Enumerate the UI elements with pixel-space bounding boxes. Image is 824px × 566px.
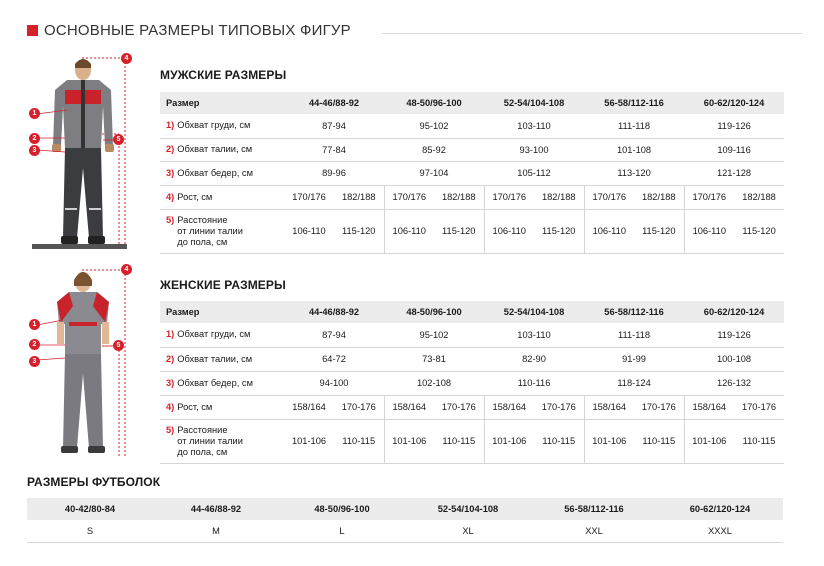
table-cell: 158/164: [284, 395, 334, 419]
table-cell: 158/164: [584, 395, 634, 419]
table-row: [160, 347, 784, 371]
row-number: 5): [166, 424, 175, 435]
table-cell: 110-115: [534, 419, 584, 463]
table-cell: 101-106: [384, 419, 434, 463]
table-cell: 110-115: [434, 419, 484, 463]
row-label: [160, 209, 284, 253]
women-figure-illustration: [27, 262, 142, 467]
table-row: [160, 161, 784, 185]
row-number: 2): [166, 353, 175, 364]
table-cell: 111-118: [584, 114, 684, 138]
table-cell: 170-176: [434, 395, 484, 419]
row-number: 4): [166, 191, 175, 202]
table-row: [27, 520, 783, 542]
table-cell: 115-120: [734, 209, 784, 253]
table-cell: 101-106: [284, 419, 334, 463]
row-number: 5): [166, 214, 175, 225]
row-label: [160, 138, 284, 161]
table-cell: 182/188: [634, 185, 684, 209]
table-cell: 106-110: [484, 209, 534, 253]
table-cell: 103-110: [484, 114, 584, 138]
table-cell: 113-120: [584, 161, 684, 185]
table-cell: 95-102: [384, 323, 484, 347]
row-label-text: Обхват талии, см: [177, 353, 253, 364]
header-size: 48-50/96-100: [384, 92, 484, 114]
row-label-text: до пола, см: [177, 446, 228, 457]
header-size: 60-62/120-124: [684, 92, 784, 114]
women-marker-4: 4: [121, 264, 132, 275]
header-size-label: Размер: [160, 301, 284, 323]
table-cell: 170/176: [484, 185, 534, 209]
table-cell: 118-124: [584, 371, 684, 395]
women-section-title: ЖЕНСКИЕ РАЗМЕРЫ: [160, 278, 286, 292]
table-cell: XXXL: [657, 520, 783, 542]
table-cell: 89-96: [284, 161, 384, 185]
header-size: 60-62/120-124: [657, 498, 783, 520]
table-cell: 158/164: [684, 395, 734, 419]
header-size: 60-62/120-124: [684, 301, 784, 323]
header-size: 44-46/88-92: [153, 498, 279, 520]
table-cell: 170-176: [334, 395, 384, 419]
row-label-text: до пола, см: [177, 236, 228, 247]
men-marker-2: 2: [29, 133, 40, 144]
row-number: 3): [166, 167, 175, 178]
table-cell: 182/188: [434, 185, 484, 209]
table-row: [160, 114, 784, 138]
table-cell: 82-90: [484, 347, 584, 371]
header-size: 56-58/112-116: [584, 301, 684, 323]
table-cell: 101-106: [484, 419, 534, 463]
table-header-row: [27, 498, 783, 520]
row-label-text: Обхват груди, см: [177, 120, 251, 131]
table-cell: 77-84: [284, 138, 384, 161]
table-cell: 158/164: [384, 395, 434, 419]
table-header-row: [160, 92, 784, 114]
table-cell: 85-92: [384, 138, 484, 161]
table-cell: 101-106: [684, 419, 734, 463]
table-cell: 94-100: [284, 371, 384, 395]
table-row: [160, 209, 784, 253]
table-cell: 170/176: [384, 185, 434, 209]
table-cell: 110-116: [484, 371, 584, 395]
row-label-text: Обхват бедер, см: [177, 377, 253, 388]
women-marker-5: 5: [113, 340, 124, 351]
table-cell: 182/188: [734, 185, 784, 209]
table-cell: 91-99: [584, 347, 684, 371]
row-label: [160, 161, 284, 185]
page-title: ОСНОВНЫЕ РАЗМЕРЫ ТИПОВЫХ ФИГУР: [44, 22, 351, 39]
women-marker-1: 1: [29, 319, 40, 330]
row-label-text: Обхват талии, см: [177, 144, 253, 154]
table-cell: 170/176: [584, 185, 634, 209]
table-cell: 115-120: [334, 209, 384, 253]
table-cell: 170-176: [634, 395, 684, 419]
table-cell: 182/188: [534, 185, 584, 209]
row-number: 1): [166, 120, 175, 131]
header-size: 48-50/96-100: [384, 301, 484, 323]
table-cell: 170/176: [284, 185, 334, 209]
table-cell: 87-94: [284, 323, 384, 347]
header-size: 40-42/80-84: [27, 498, 153, 520]
table-cell: 100-108: [684, 347, 784, 371]
women-size-table: [160, 301, 784, 464]
table-cell: 158/164: [484, 395, 534, 419]
table-cell: 111-118: [584, 323, 684, 347]
table-cell: 115-120: [434, 209, 484, 253]
table-cell: 97-104: [384, 161, 484, 185]
tshirt-section-title: РАЗМЕРЫ ФУТБОЛОК: [27, 475, 161, 489]
row-number: 4): [166, 401, 175, 412]
table-cell: 102-108: [384, 371, 484, 395]
table-cell: 95-102: [384, 114, 484, 138]
men-marker-5: 5: [113, 134, 124, 145]
row-number: 3): [166, 377, 175, 388]
row-label: [160, 114, 284, 138]
table-cell: XXL: [531, 520, 657, 542]
table-cell: S: [27, 520, 153, 542]
table-cell: 110-115: [334, 419, 384, 463]
table-row: [160, 371, 784, 395]
table-cell: 106-110: [684, 209, 734, 253]
table-cell: 170/176: [684, 185, 734, 209]
table-cell: 106-110: [284, 209, 334, 253]
row-label-text: Рост, см: [177, 191, 213, 202]
header-size: 52-54/104-108: [484, 301, 584, 323]
table-row: [160, 185, 784, 209]
table-row: [160, 323, 784, 347]
table-cell: 64-72: [284, 347, 384, 371]
table-row: [160, 395, 784, 419]
table-cell: 182/188: [334, 185, 384, 209]
table-cell: 101-108: [584, 138, 684, 161]
table-cell: 93-100: [484, 138, 584, 161]
table-cell: 115-120: [634, 209, 684, 253]
row-label-text: от линии талии: [177, 435, 243, 446]
table-cell: 87-94: [284, 114, 384, 138]
table-row: [160, 138, 784, 161]
table-cell: 126-132: [684, 371, 784, 395]
header-size: 48-50/96-100: [279, 498, 405, 520]
table-cell: L: [279, 520, 405, 542]
table-cell: 110-115: [634, 419, 684, 463]
table-cell: 106-110: [584, 209, 634, 253]
header-size: 52-54/104-108: [405, 498, 531, 520]
table-cell: 109-116: [684, 138, 784, 161]
table-cell: M: [153, 520, 279, 542]
row-label: [160, 419, 284, 463]
table-cell: 73-81: [384, 347, 484, 371]
row-label-text: от линии талии: [177, 225, 243, 236]
header-size: 44-46/88-92: [284, 301, 384, 323]
header-size: 52-54/104-108: [484, 92, 584, 114]
row-label-text: Рост, см: [177, 401, 213, 412]
page-header: [27, 22, 351, 39]
row-label: [160, 371, 284, 395]
row-number: 1): [166, 329, 175, 340]
table-cell: 170-176: [734, 395, 784, 419]
table-cell: XL: [405, 520, 531, 542]
row-label: [160, 347, 284, 371]
men-size-table: [160, 92, 784, 254]
men-figure-illustration: [27, 48, 142, 258]
men-marker-3: 3: [29, 145, 40, 156]
men-marker-4: 4: [121, 53, 132, 64]
row-label-text: Обхват груди, см: [177, 329, 251, 340]
table-row: [160, 419, 784, 463]
women-marker-3: 3: [29, 356, 40, 367]
men-section-title: МУЖСКИЕ РАЗМЕРЫ: [160, 68, 287, 82]
tshirt-size-table: [27, 498, 783, 543]
table-cell: 121-128: [684, 161, 784, 185]
table-cell: 115-120: [534, 209, 584, 253]
row-label: [160, 323, 284, 347]
header-size: 56-58/112-116: [584, 92, 684, 114]
row-label-text: Расстояние: [177, 214, 228, 225]
table-cell: 119-126: [684, 323, 784, 347]
table-cell: 105-112: [484, 161, 584, 185]
row-label: [160, 185, 284, 209]
women-marker-2: 2: [29, 339, 40, 350]
table-cell: 110-115: [734, 419, 784, 463]
table-cell: 170-176: [534, 395, 584, 419]
row-number: 2): [166, 144, 175, 154]
table-cell: 106-110: [384, 209, 434, 253]
header-size: 56-58/112-116: [531, 498, 657, 520]
table-cell: 103-110: [484, 323, 584, 347]
title-rule: [382, 33, 802, 34]
row-label-text: Расстояние: [177, 424, 228, 435]
table-cell: 119-126: [684, 114, 784, 138]
header-size-label: Размер: [160, 92, 284, 114]
header-size: 44-46/88-92: [284, 92, 384, 114]
row-label: [160, 395, 284, 419]
table-header-row: [160, 301, 784, 323]
title-marker: [27, 25, 38, 36]
men-marker-1: 1: [29, 108, 40, 119]
table-cell: 101-106: [584, 419, 634, 463]
row-label-text: Обхват бедер, см: [177, 167, 253, 178]
